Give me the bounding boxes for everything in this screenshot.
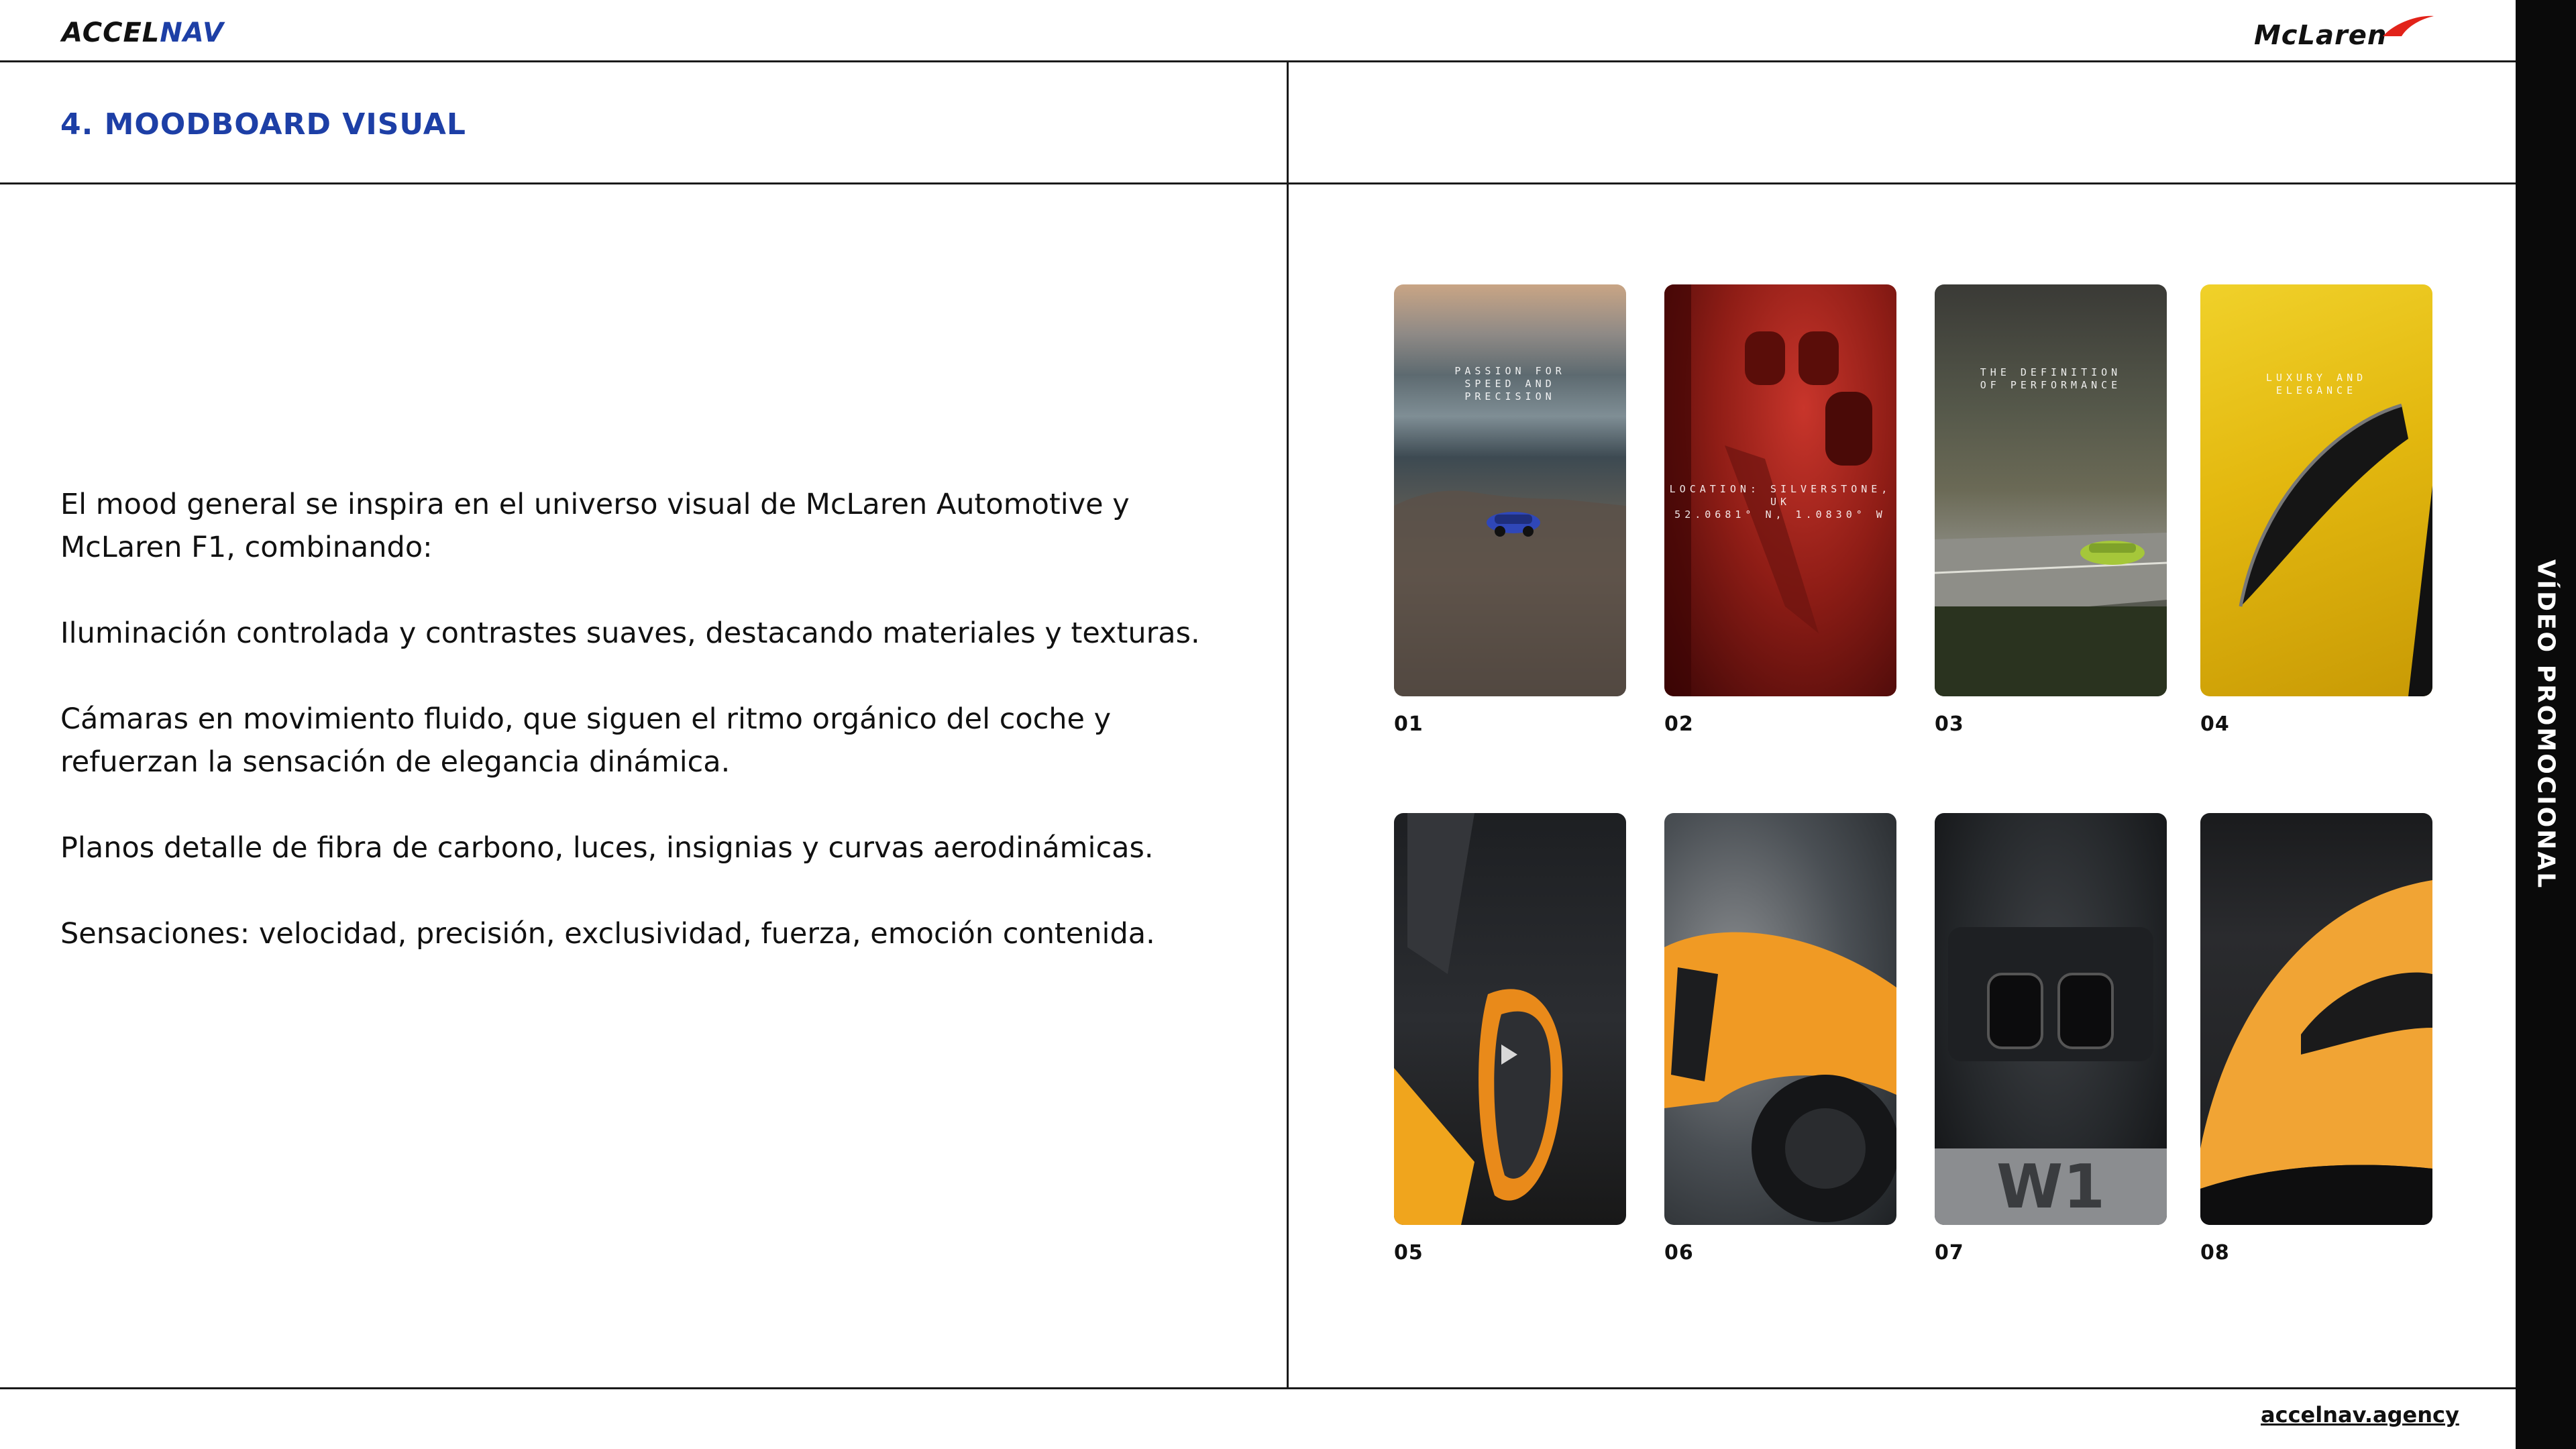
agency-website-link[interactable]: accelnav.agency (2261, 1402, 2459, 1428)
image-caption: PASSION FOR SPEED AND PRECISION (1454, 365, 1566, 402)
mclaren-logo (2254, 9, 2435, 50)
moodboard-image-03[interactable] (1935, 284, 2167, 696)
sidebar (2516, 0, 2576, 1449)
image-number-05: 05 (1394, 1241, 1424, 1265)
header-divider (0, 60, 2516, 62)
moodboard-image-07[interactable] (1935, 813, 2167, 1225)
column-divider (1287, 60, 1289, 1389)
moodboard-image-06[interactable] (1664, 813, 1896, 1225)
moodboard-image-01[interactable] (1394, 284, 1626, 696)
agency-logo (62, 17, 224, 48)
license-plate-text: W1 (1996, 1152, 2105, 1222)
sidebar-label: VÍDEO PROMOCIONAL (2532, 559, 2560, 890)
mood-description (60, 483, 1241, 998)
section-title: 4. MOODBOARD VISUAL (60, 107, 466, 142)
moodboard-image-02[interactable] (1664, 284, 1896, 696)
image-caption: LUXURY AND ELEGANCE (2265, 372, 2367, 396)
paragraph-intro: El mood general se inspira en el universo visual de McLaren Automotive y McLaren F1, combinando: (60, 488, 1130, 564)
image-caption: LOCATION: SILVERSTONE, UK 52.0681° N, 1.0830° W (1669, 483, 1892, 521)
mclaren-logo-text: McLaren (2254, 20, 2387, 51)
moodboard-image-05[interactable] (1394, 813, 1626, 1225)
image-number-07: 07 (1935, 1241, 1964, 1265)
image-number-03: 03 (1935, 712, 1964, 736)
image-number-02: 02 (1664, 712, 1694, 736)
image-caption: THE DEFINITION OF PERFORMANCE (1980, 366, 2122, 391)
speedmark-icon (2381, 9, 2435, 43)
paragraph-camera: Cámaras en movimiento fluido, que siguen el ritmo orgánico del coche y refuerzan la sensación de elegancia dinámica. (60, 702, 1112, 779)
moodboard-image-04[interactable] (2200, 284, 2432, 696)
footer-divider (0, 1387, 2516, 1389)
paragraph-sensations: Sensaciones: velocidad, precisión, exclusividad, fuerza, emoción contenida. (60, 917, 1155, 951)
image-number-01: 01 (1394, 712, 1424, 736)
paragraph-details: Planos detalle de fibra de carbono, luces, insignias y curvas aerodinámicas. (60, 831, 1154, 865)
image-number-04: 04 (2200, 712, 2230, 736)
title-divider (0, 182, 2516, 184)
image-number-06: 06 (1664, 1241, 1694, 1265)
paragraph-lighting: Iluminación controlada y contrastes suaves, destacando materiales y texturas. (60, 616, 1200, 650)
agency-logo-part2: NAV (160, 17, 224, 48)
image-number-08: 08 (2200, 1241, 2230, 1265)
agency-logo-part1: ACCEL (62, 17, 160, 48)
moodboard-image-08[interactable] (2200, 813, 2432, 1225)
